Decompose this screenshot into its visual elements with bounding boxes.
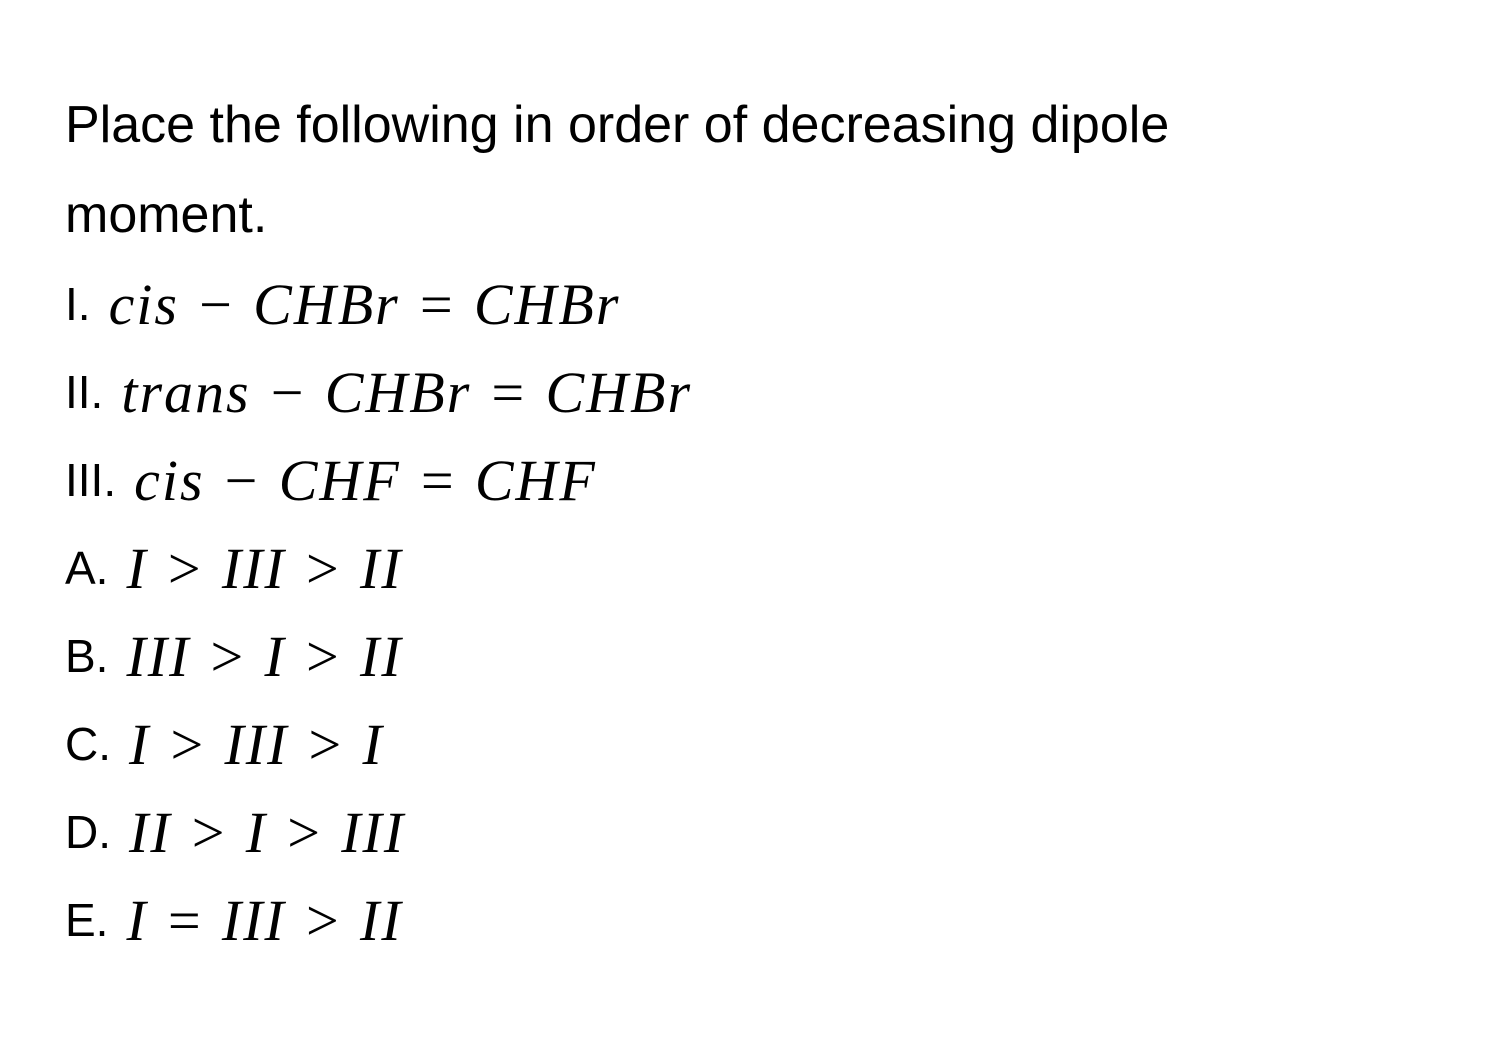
question-card [65, 80, 1465, 964]
answer-option-b[interactable] [65, 612, 1465, 700]
question-prompt: Place the following in order of decreasing dipole moment. [65, 96, 1170, 244]
option-label: D. [65, 806, 111, 858]
option-label: B. [65, 630, 109, 682]
answer-option-d[interactable] [65, 788, 1465, 876]
compound-label: II. [65, 366, 104, 418]
answer-option-a[interactable] [65, 524, 1465, 612]
option-label: E. [65, 894, 109, 946]
compound-label: I. [65, 278, 91, 330]
compound-formula: cis − CHBr = CHBr [108, 271, 621, 337]
compound-item [65, 260, 1465, 348]
option-label: C. [65, 718, 111, 770]
compound-formula: cis − CHF = CHF [134, 447, 597, 513]
option-text: III > I > II [126, 623, 403, 689]
option-text: I > III > I [129, 711, 384, 777]
option-label: A. [65, 542, 109, 594]
option-text: II > I > III [129, 799, 406, 865]
answer-option-c[interactable] [65, 700, 1465, 788]
option-text: I > III > II [126, 535, 403, 601]
answer-option-e[interactable] [65, 876, 1465, 964]
compound-item [65, 348, 1465, 436]
option-text: I = III > II [126, 887, 403, 953]
compound-item [65, 436, 1465, 524]
compound-formula: trans − CHBr = CHBr [121, 359, 693, 425]
compound-label: III. [65, 454, 117, 506]
